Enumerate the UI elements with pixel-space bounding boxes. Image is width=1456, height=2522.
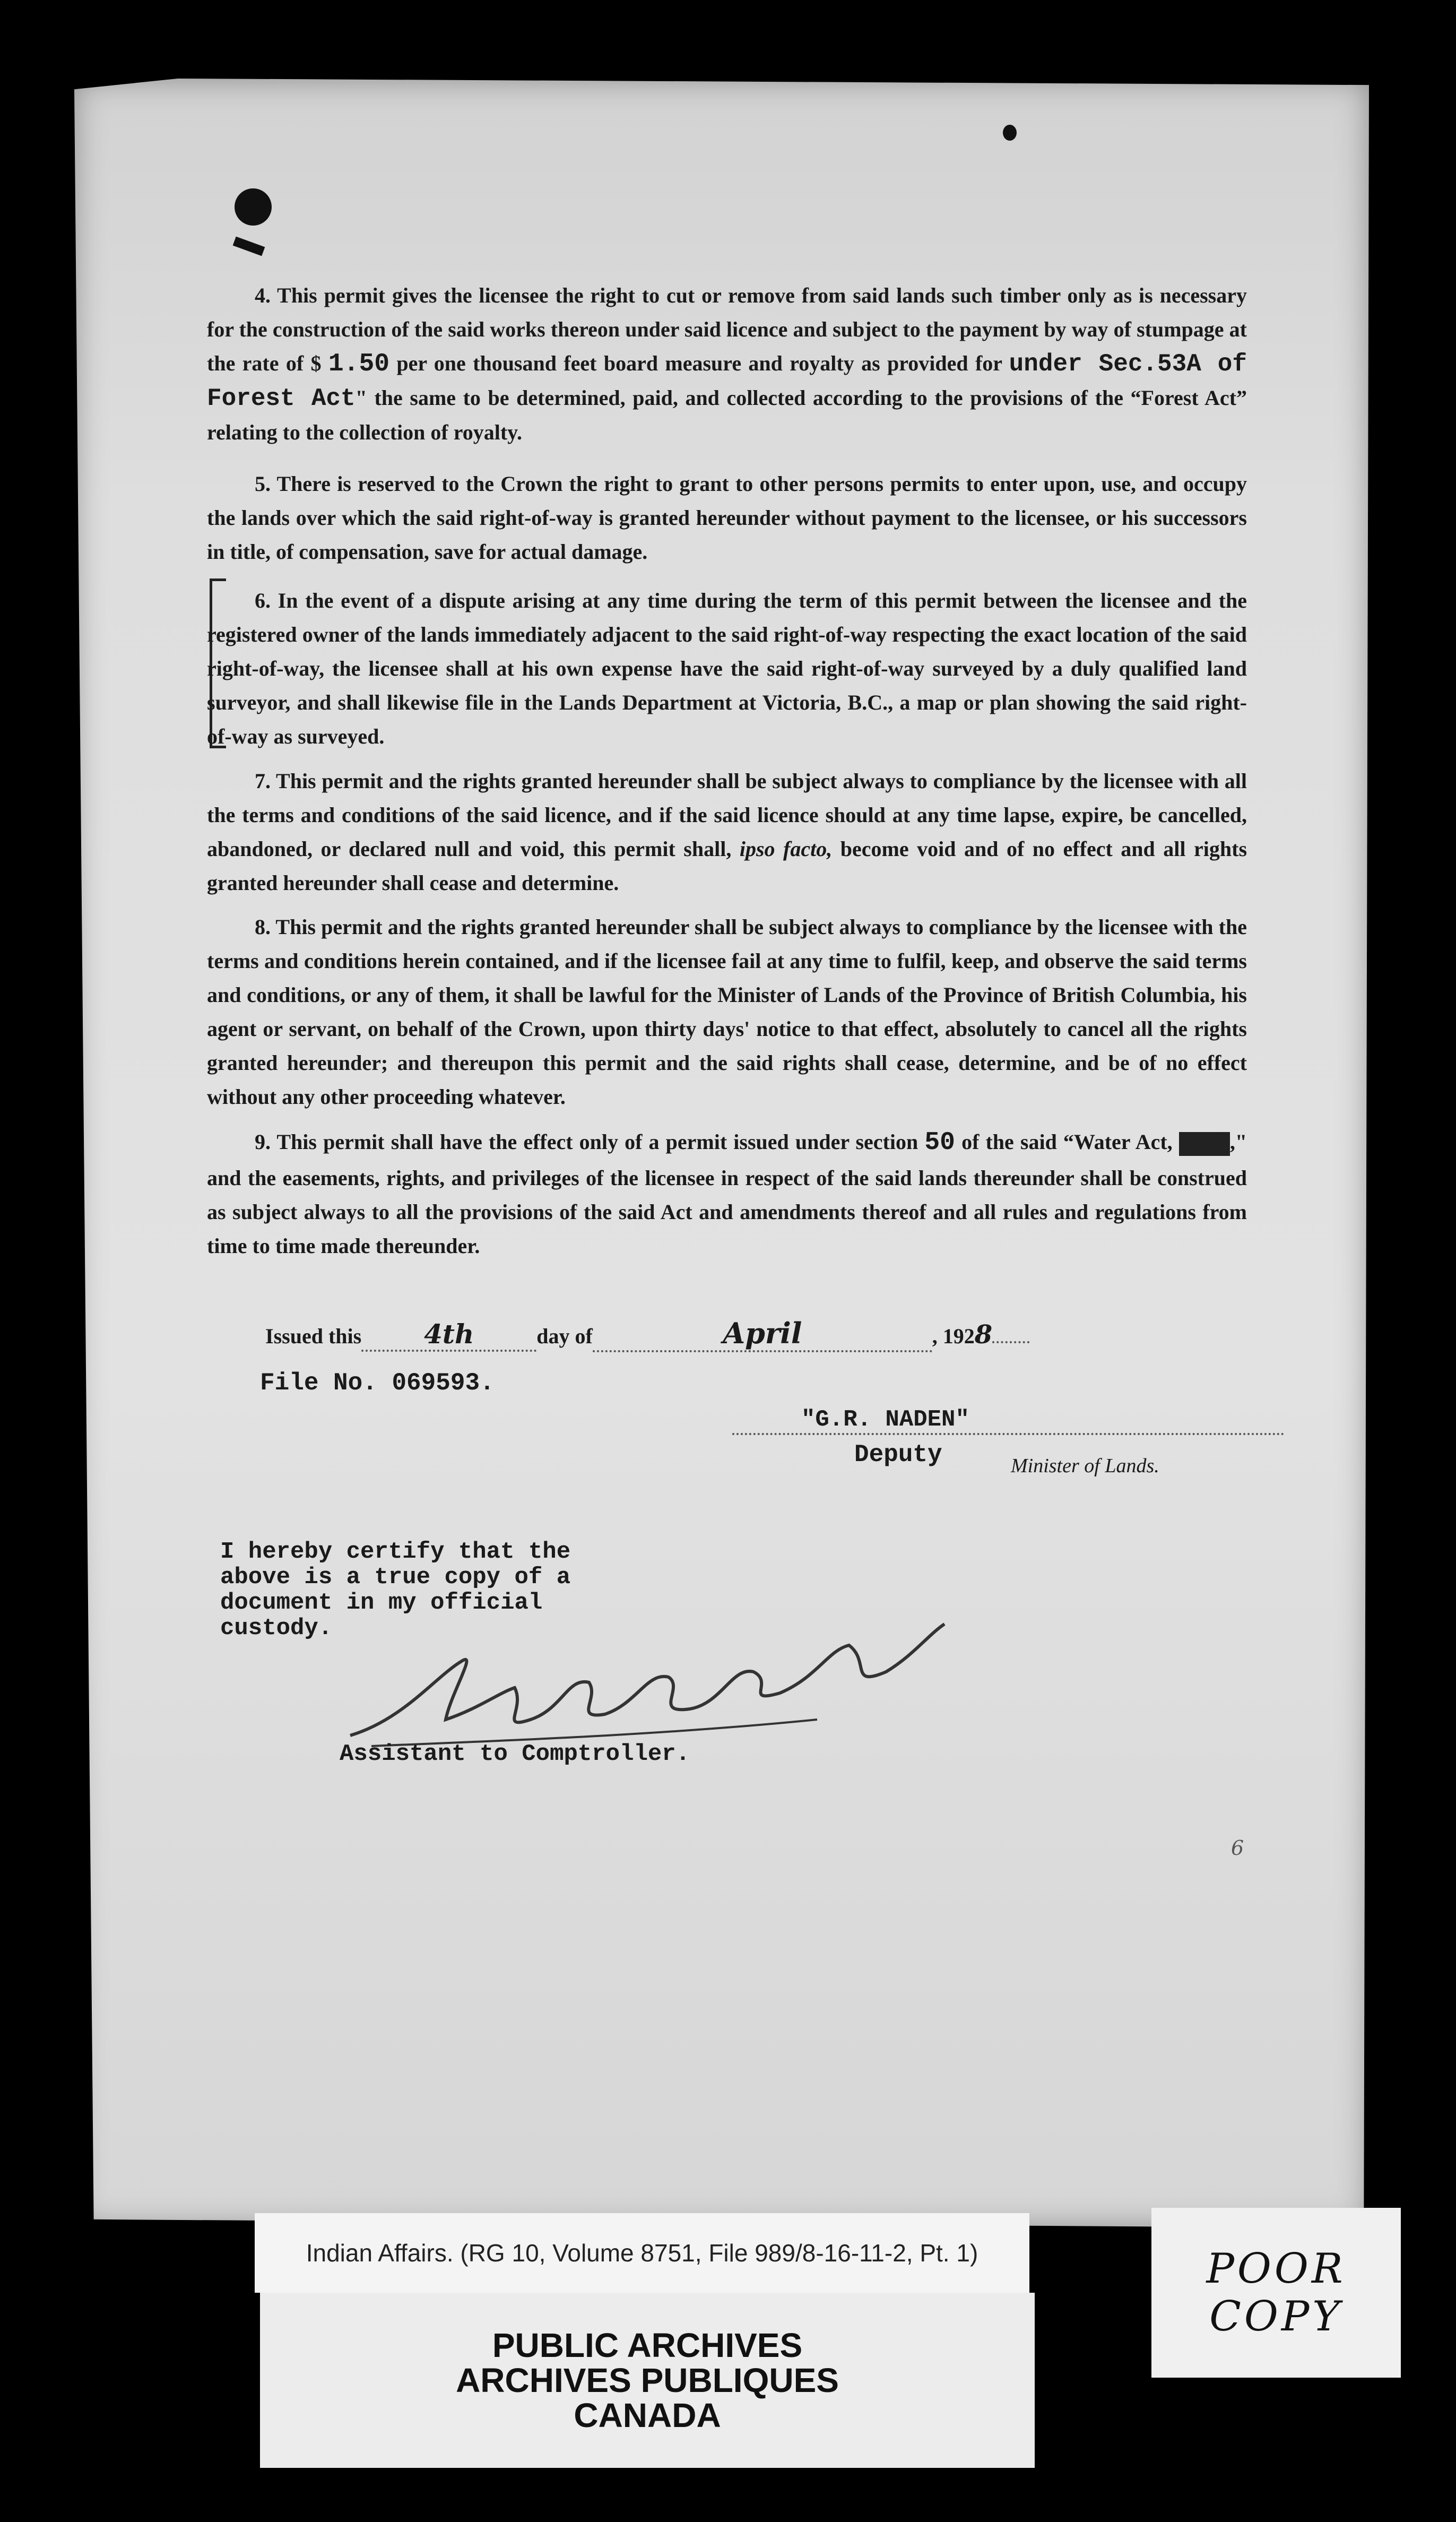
clause-4-text-a: 4. This permit gives the licensee the right to cut or remove from said lands such timber only as is necessary for the construction of the said works thereon under said licence and subject to the payment by way of stumpage at the rate of $ xyxy=(207,283,1247,375)
struck-out-text: XXXX xyxy=(1178,1132,1230,1156)
clause-9 xyxy=(207,1125,1247,1263)
clause-9-text-c: ," and the easements, rights, and privileges of the licensee in respect of the said lands thereunder shall be construed as subject always to all the provisions of the said Act and amendments thereof and all rules and regulations from time to time made thereunder. xyxy=(207,1130,1247,1258)
clause-4-text-c: " the same to be determined, paid, and collected according to the provisions of the “Forest Act” relating to the collection of royalty. xyxy=(207,386,1247,444)
issued-day: 4th xyxy=(361,1318,536,1352)
archive-reference-label xyxy=(255,2213,1029,2293)
clause-5: 5. There is reserved to the Crown the right to grant to other persons permits to enter upon, use, and occupy the lands over which the said right-of-way is granted hereunder without payment to the licensee, or his successors in title, of compensation, save for actual damage. xyxy=(207,472,1247,564)
certify-line-4: custody. xyxy=(220,1615,333,1642)
certify-line-3: document in my official xyxy=(220,1590,543,1616)
clause-4-text-b: per one thousand feet board measure and royalty as provided for xyxy=(396,351,1002,375)
clause-4 xyxy=(207,279,1247,450)
archive-line-3: CANADA xyxy=(574,2396,721,2434)
year-digit: 8 xyxy=(974,1320,993,1350)
punch-hole xyxy=(235,188,272,226)
poor-copy-line-2: COPY xyxy=(1209,2293,1343,2340)
signatory-name: "G.R. NADEN" xyxy=(801,1406,969,1433)
certify-line-2: above is a true copy of a xyxy=(220,1564,571,1591)
issued-line xyxy=(265,1316,1114,1352)
clause-6: 6. In the event of a dispute arising at any time during the term of this permit between the licensee and the registered owner of the lands immediately adjacent to the said right-of-way respecting the exact location of the said right-of-way, the licensee shall at his own expense have the said right-of-way surveyed by a duly qualified land surveyor, and shall likewise file in the Lands Department at Victoria, B.C., a map or plan showing the said right-of-way as surveyed. xyxy=(207,589,1247,748)
issued-label: Issued this xyxy=(265,1324,362,1348)
section-number: 50 xyxy=(924,1128,955,1157)
clause-7-text-b: become void and of no effect and all rights granted hereunder shall cease and determine. xyxy=(207,837,1247,895)
clause-9-text-b: of the said “Water Act, xyxy=(961,1130,1173,1154)
year-prefix: , 192 xyxy=(932,1324,975,1348)
archive-line-1: PUBLIC ARCHIVES xyxy=(492,2326,803,2364)
typed-section-reference: under Sec.53A of Forest Act xyxy=(207,350,1247,412)
clause-9-text-a: 9. This permit shall have the effect only of a permit issued under section xyxy=(255,1130,918,1154)
ink-spot xyxy=(1003,125,1017,141)
clause-7 xyxy=(207,764,1247,900)
deputy-label: Deputy xyxy=(854,1441,942,1469)
archive-stamp xyxy=(260,2293,1035,2468)
archive-line-2: ARCHIVES PUBLIQUES xyxy=(456,2361,839,2399)
ipso-facto: ipso facto, xyxy=(739,837,833,861)
issued-month: April xyxy=(593,1316,932,1352)
stumpage-rate: 1.50 xyxy=(328,350,390,378)
certify-line-1: I hereby certify that the xyxy=(220,1539,571,1565)
assistant-title: Assistant to Comptroller. xyxy=(340,1741,690,1767)
poor-copy-line-1: POOR xyxy=(1206,2245,1346,2293)
minister-title: Minister of Lands. xyxy=(1011,1455,1159,1477)
file-number: File No. 069593. xyxy=(260,1369,495,1397)
margin-mark: 6 xyxy=(1231,1836,1244,1860)
archive-reference: Indian Affairs. (RG 10, Volume 8751, File 989/8-16-11-2, Pt. 1) xyxy=(306,2239,978,2267)
clause-8: 8. This permit and the rights granted hereunder shall be subject always to compliance by the licensee with the terms and conditions herein contained, and if the licensee fail at any time to fulfil, keep, and observe the said terms and conditions, or any of them, it shall be lawful for the Minister of Lands of the Province of British Columbia, his agent or servant, on behalf of the Crown, upon thirty days' notice to that effect, absolutely to cancel all the rights granted hereunder; and thereupon this permit and the said rights shall cease, determine, and be of no effect without any other proceeding whatever. xyxy=(207,915,1247,1109)
day-of-label: day of xyxy=(536,1324,593,1348)
signature-dotted-line xyxy=(732,1433,1284,1435)
poor-copy-note xyxy=(1151,2208,1401,2378)
clause-7-text-a: 7. This permit and the rights granted hereunder shall be subject always to compliance by the licensee with all the terms and conditions of the said licence, and if the said licence should at any time lapse, expire, be cancelled, abandoned, or declared null and void, this permit shall, xyxy=(207,769,1247,861)
